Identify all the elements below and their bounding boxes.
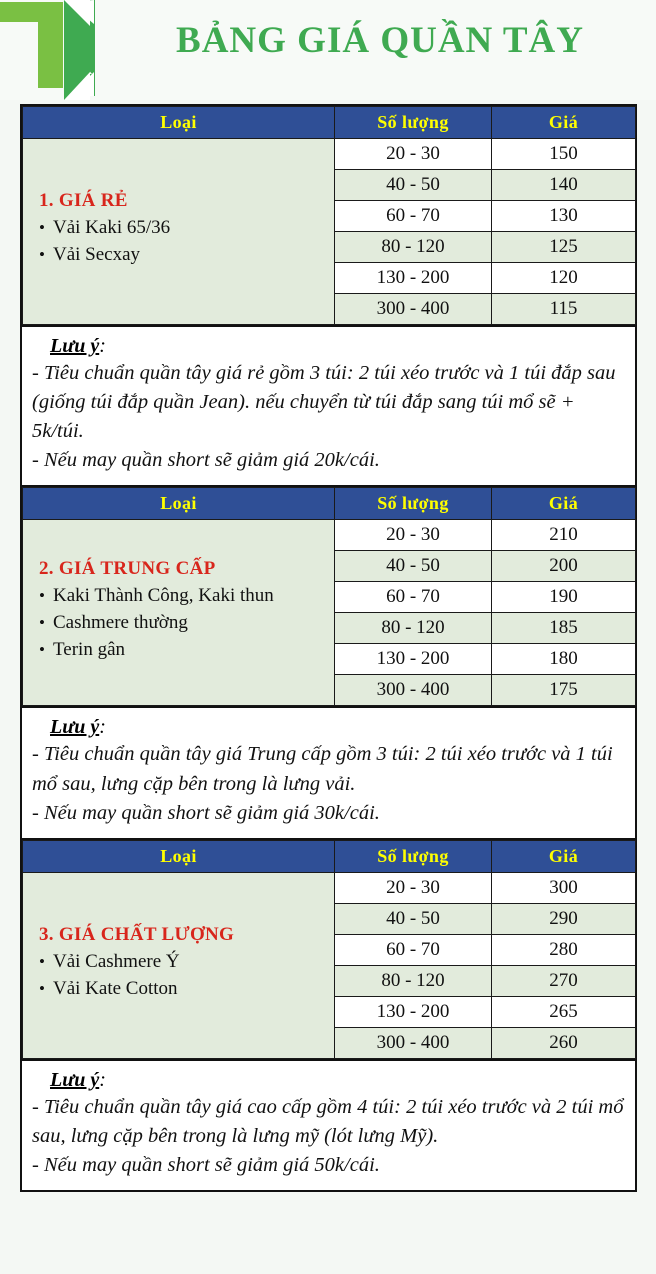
category-title: 1. GIÁ RẺ: [39, 190, 128, 212]
table-row: [23, 872, 636, 903]
price-table-3: [22, 840, 636, 1059]
price-cell: 270: [492, 965, 636, 996]
price-cell: 280: [492, 934, 636, 965]
price-cell: 175: [492, 675, 636, 706]
column-header-gia: Giá: [492, 107, 636, 139]
price-cell: 130: [492, 201, 636, 232]
quantity-cell: 40 - 50: [335, 170, 492, 201]
column-header-so-luong: Số lượng: [335, 488, 492, 520]
category-item-list: [23, 949, 334, 1003]
column-header-so-luong: Số lượng: [335, 840, 492, 872]
quantity-cell: 300 - 400: [335, 675, 492, 706]
list-item: • Vải Cashmere Ý: [23, 949, 334, 976]
note-body: [32, 1093, 625, 1180]
quantity-cell: 20 - 30: [335, 520, 492, 551]
note-line: - Tiêu chuẩn quần tây giá cao cấp gồm 4 túi: 2 túi xéo trước và 2 túi mổ sau, lưng cặp bên trong là lưng mỹ (lót lưng Mỹ).: [32, 1095, 624, 1147]
category-cell: [23, 520, 335, 706]
note-colon: :: [99, 335, 106, 357]
table-row: [23, 139, 636, 170]
price-cell: 190: [492, 582, 636, 613]
category-title: 2. GIÁ TRUNG CẤP: [39, 557, 216, 579]
price-cell: 210: [492, 520, 636, 551]
note-block-3: [22, 1059, 635, 1190]
list-item: • Vải Kaki 65/36: [23, 215, 334, 242]
list-item: • Cashmere thường: [23, 610, 334, 637]
column-header-loai: Loại: [23, 488, 335, 520]
table-header-row: [23, 488, 636, 520]
quantity-cell: 300 - 400: [335, 1027, 492, 1058]
quantity-cell: 80 - 120: [335, 965, 492, 996]
quantity-cell: 40 - 50: [335, 551, 492, 582]
column-header-gia: Giá: [492, 840, 636, 872]
list-item: • Kaki Thành Công, Kaki thun: [23, 583, 334, 610]
category-cell: [23, 139, 335, 325]
quantity-cell: 80 - 120: [335, 613, 492, 644]
note-line: - Nếu may quần short sẽ giảm giá 50k/cái.: [32, 1153, 380, 1176]
price-cell: 180: [492, 644, 636, 675]
price-cell: 125: [492, 232, 636, 263]
category-cell: [23, 872, 335, 1058]
quantity-cell: 20 - 30: [335, 872, 492, 903]
table-header-row: [23, 107, 636, 139]
note-body: [32, 359, 625, 475]
quantity-cell: 40 - 50: [335, 903, 492, 934]
list-item: • Terin gân: [23, 637, 334, 664]
page-header: [0, 0, 656, 100]
price-cell: 290: [492, 903, 636, 934]
table-row: [23, 520, 636, 551]
quantity-cell: 130 - 200: [335, 996, 492, 1027]
table-header-row: [23, 840, 636, 872]
list-item: • Vải Kate Cotton: [23, 976, 334, 1003]
list-item: • Vải Secxay: [23, 242, 334, 269]
price-cell: 150: [492, 139, 636, 170]
note-label: Lưu ý: [50, 1068, 100, 1091]
price-cell: 300: [492, 872, 636, 903]
price-cell: 260: [492, 1027, 636, 1058]
column-header-loai: Loại: [23, 107, 335, 139]
quantity-cell: 20 - 30: [335, 139, 492, 170]
price-table-2: [22, 487, 636, 706]
note-line: - Tiêu chuẩn quần tây giá Trung cấp gồm 3 túi: 2 túi xéo trước và 1 túi mổ sau, lưng cặp bên trong là lưng vải.: [32, 743, 613, 795]
category-title: 3. GIÁ CHẤT LƯỢNG: [39, 923, 235, 945]
price-cell: 265: [492, 996, 636, 1027]
note-body: [32, 740, 625, 827]
quantity-cell: 60 - 70: [335, 934, 492, 965]
note-line: - Nếu may quần short sẽ giảm giá 30k/cái.: [32, 801, 380, 824]
price-cell: 185: [492, 613, 636, 644]
price-cell: 120: [492, 263, 636, 294]
price-cell: 140: [492, 170, 636, 201]
quantity-cell: 80 - 120: [335, 232, 492, 263]
company-logo-icon: [0, 0, 95, 100]
quantity-cell: 60 - 70: [335, 582, 492, 613]
quantity-cell: 130 - 200: [335, 263, 492, 294]
column-header-so-luong: Số lượng: [335, 107, 492, 139]
note-colon: :: [99, 716, 106, 739]
price-table-1: [22, 106, 636, 325]
page-title: BẢNG GIÁ QUẦN TÂY: [176, 20, 584, 61]
category-item-list: [23, 583, 334, 664]
category-item-list: [23, 215, 334, 269]
note-label: Lưu ý: [50, 716, 100, 739]
column-header-gia: Giá: [492, 488, 636, 520]
column-header-loai: Loại: [23, 840, 335, 872]
note-label: Lưu ý: [50, 335, 100, 357]
quantity-cell: 60 - 70: [335, 201, 492, 232]
note-block-1: [22, 325, 635, 487]
price-cell: 200: [492, 551, 636, 582]
note-colon: :: [99, 1068, 106, 1091]
note-line: - Tiêu chuẩn quần tây giá rẻ gồm 3 túi: 2 túi xéo trước và 1 túi đắp sau (giống túi đắp quần Jean). nếu chuyển từ túi đắp sang túi mổ sẽ + 5k/túi.: [32, 362, 616, 443]
note-line: - Nếu may quần short sẽ giảm giá 20k/cái.: [32, 449, 380, 472]
price-cell: 115: [492, 294, 636, 325]
note-block-2: [22, 706, 635, 839]
quantity-cell: 300 - 400: [335, 294, 492, 325]
quantity-cell: 130 - 200: [335, 644, 492, 675]
price-sheet: [20, 104, 637, 1192]
